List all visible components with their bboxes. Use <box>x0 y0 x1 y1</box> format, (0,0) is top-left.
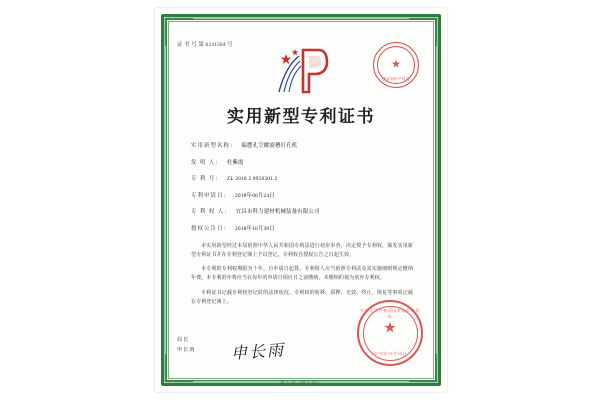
field-value: ZL 2018 2 0950301.2 <box>226 176 278 182</box>
field-label: 发 明 人： <box>191 159 222 166</box>
body-text <box>177 242 425 308</box>
field-value: 宜昌市科力建材机械装备有限公司 <box>235 209 320 215</box>
field-label: 专 利 号： <box>191 176 222 182</box>
field-value: 2018年06月24日 <box>234 192 275 199</box>
field-row <box>191 174 425 182</box>
signature-label-title: 局长 <box>177 337 190 344</box>
star-icon: ★ <box>383 320 397 337</box>
field-label: 专 利 权 人： <box>191 209 231 215</box>
field-label: 专利申请日： <box>191 192 230 199</box>
field-label: 授权公告日： <box>191 225 230 232</box>
page-footer: 第 1 页（共 1 页） <box>280 380 322 385</box>
certificate-sheet <box>155 8 447 392</box>
signature-label-name: 申长雨 <box>177 347 196 354</box>
page-title: 实用新型专利证书 <box>227 107 375 127</box>
body-paragraph: 专利证书记载专利权登记时的法律状况。专利权的转移、质押、无效、终止、恢复等事项记载在专利登记簿上。 <box>191 290 413 305</box>
field-label: 实用新型名称： <box>191 143 237 149</box>
field-row <box>191 224 425 232</box>
field-value: 杜紫霞 <box>226 159 244 166</box>
star-icon: ★ <box>391 58 401 71</box>
field-row <box>191 207 425 215</box>
certificate-number: 证 书 号 第 6241584 号 <box>177 42 233 48</box>
field-value: 偏摆孔空螺旋槽打孔机 <box>241 143 298 149</box>
field-list <box>177 141 425 232</box>
field-row <box>191 191 425 199</box>
signature-labels <box>177 336 196 356</box>
official-red-seal <box>357 300 423 366</box>
top-red-seal <box>373 42 419 88</box>
patent-emblem-icon <box>273 46 329 96</box>
body-paragraph: 本实用新型经过本局依照中华人民共和国专利法进行初步审查，决定授予专利权，颁发实用新型专利证书并在专利登记簿上予以登记。专利权自授权公告之日起生效。 <box>191 243 413 258</box>
top-seal-text: 国家知识产权局 <box>382 77 410 81</box>
handwritten-signature: 申长雨 <box>230 340 286 363</box>
body-paragraph: 本专利的专利权期限为十年，自申请日起算。专利权人应当依照专利法及其实施细则规定缴纳年费。本专利的年费应当在每年的申请日相应日之前缴纳，未缴纳的视为放弃专利权。 <box>191 267 413 282</box>
field-row <box>191 158 425 166</box>
main-seal-top-text: 中华人民共和国国家知识产权局 <box>360 308 420 319</box>
field-value: 2018年10月30日 <box>234 225 275 232</box>
main-seal-bottom-text: 2018年10月30日 <box>372 351 408 356</box>
field-row <box>191 141 425 149</box>
